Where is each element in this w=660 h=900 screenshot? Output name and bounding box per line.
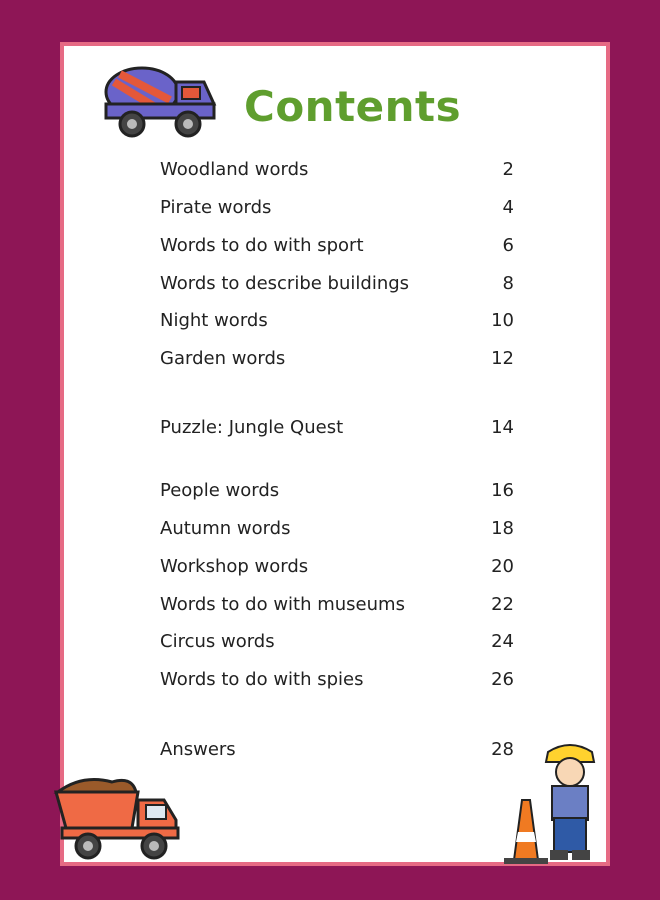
toc-entry-label: Words to do with spies	[160, 668, 364, 690]
toc-entry-label: Night words	[160, 309, 268, 331]
toc-entry-page: 16	[491, 479, 514, 501]
contents-page	[60, 42, 610, 866]
toc-entry[interactable]	[160, 414, 514, 440]
toc-entry[interactable]	[160, 477, 514, 503]
toc-entry-label: Autumn words	[160, 517, 291, 539]
toc-entry-page: 10	[491, 309, 514, 331]
toc-entry-label: Woodland words	[160, 158, 309, 180]
toc-entry-page: 24	[491, 630, 514, 652]
toc-entry-page: 2	[502, 158, 514, 180]
toc-entry-page: 22	[491, 593, 514, 615]
table-of-contents	[64, 46, 606, 862]
toc-entry[interactable]	[160, 270, 514, 296]
toc-entry-page: 4	[502, 196, 514, 218]
toc-entry[interactable]	[160, 307, 514, 333]
toc-entry-label: Workshop words	[160, 555, 309, 577]
toc-entry-label: Circus words	[160, 630, 275, 652]
toc-entry-page: 26	[491, 668, 514, 690]
toc-entry-label: Answers	[160, 738, 236, 760]
toc-entry-label: Words to describe buildings	[160, 272, 410, 294]
toc-entry[interactable]	[160, 194, 514, 220]
toc-entry[interactable]	[160, 553, 514, 579]
toc-entry[interactable]	[160, 515, 514, 541]
toc-entry[interactable]	[160, 736, 514, 762]
toc-entry-page: 18	[491, 517, 514, 539]
toc-entry-label: Pirate words	[160, 196, 272, 218]
toc-entry-label: Words to do with museums	[160, 593, 405, 615]
toc-entry[interactable]	[160, 628, 514, 654]
toc-entry-page: 12	[491, 347, 514, 369]
toc-entry-label: Words to do with sport	[160, 234, 364, 256]
toc-entry-page: 20	[491, 555, 514, 577]
toc-entry-label: Garden words	[160, 347, 286, 369]
toc-entry-page: 6	[502, 234, 514, 256]
toc-entry[interactable]	[160, 591, 514, 617]
toc-entry[interactable]	[160, 156, 514, 182]
dump-truck-icon	[52, 770, 186, 864]
toc-entry[interactable]	[160, 666, 514, 692]
builder-with-cone-icon	[496, 742, 608, 866]
toc-entry[interactable]	[160, 232, 514, 258]
toc-entry-label: Puzzle: Jungle Quest	[160, 416, 344, 438]
toc-entry-page: 14	[491, 416, 514, 438]
toc-entry-page: 8	[502, 272, 514, 294]
page-title: Contents	[244, 82, 462, 131]
toc-entry-label: People words	[160, 479, 280, 501]
toc-entry[interactable]	[160, 345, 514, 371]
toc-entry-page: 28	[491, 738, 514, 760]
